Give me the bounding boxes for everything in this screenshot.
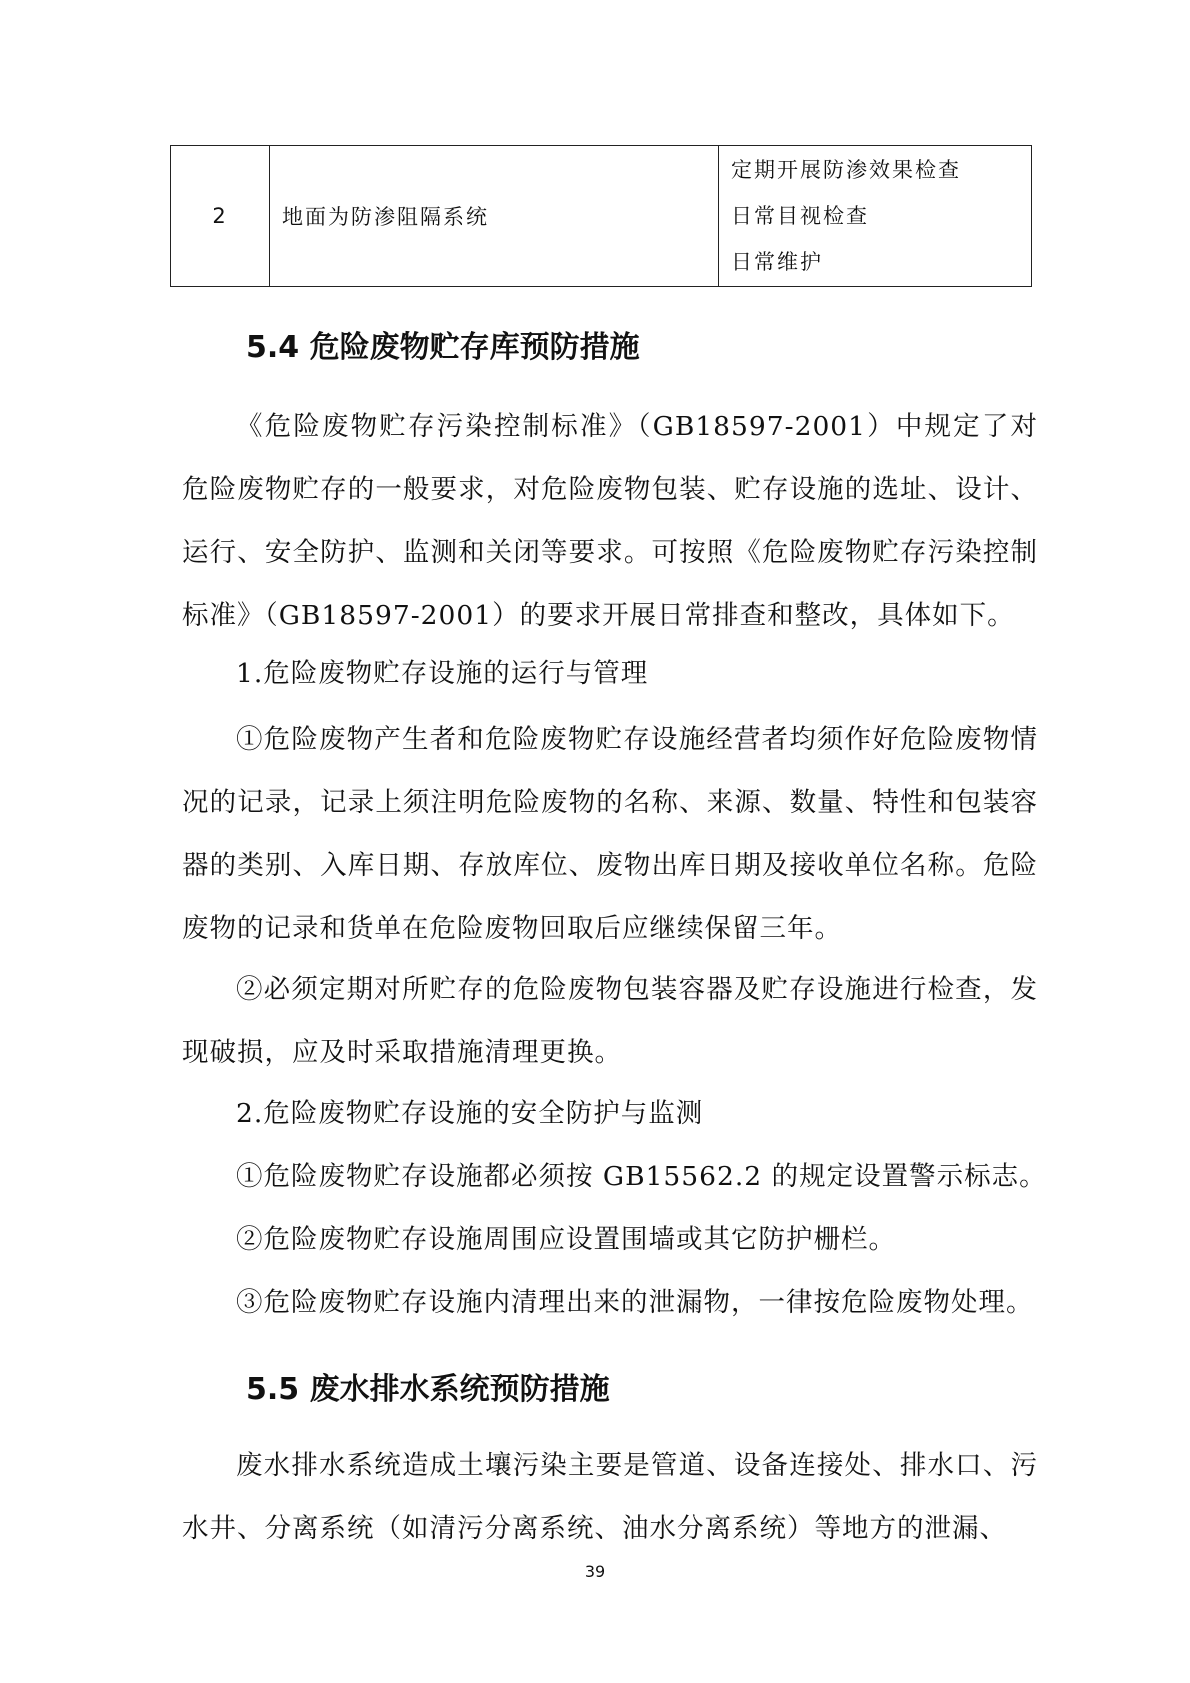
list-item: ③危险废物贮存设施内清理出来的泄漏物，一律按危险废物处理。: [236, 1287, 1034, 1318]
subsection-title-operation: 1.危险废物贮存设施的运行与管理: [236, 658, 649, 689]
list-item: ②危险废物贮存设施周围应设置围墙或其它防护栅栏。: [236, 1224, 896, 1255]
section-intro-paragraph: 《危险废物贮存污染控制标准》（GB18597-2001）中规定了对危险废物贮存的一般要求，对危险废物包装、贮存设施的选址、设计、运行、安全防护、监测和关闭等要求。可按照《危险废物贮存污染控制标准》（GB18597-2001）的要求开展日常排查和整改，具体如下。: [182, 411, 1038, 631]
subsection-title-safety: 2.危险废物贮存设施的安全防护与监测: [236, 1098, 704, 1129]
section-intro-paragraph: 废水排水系统造成土壤污染主要是管道、设备连接处、排水口、污水井、分离系统（如清污分离系统、油水分离系统）等地方的泄漏、: [182, 1450, 1038, 1544]
row-checks: [719, 146, 1032, 287]
list-item: ②必须定期对所贮存的危险废物包装容器及贮存设施进行检查，发现破损，应及时采取措施清理更换。: [182, 974, 1038, 1068]
check-item: 定期开展防渗效果检查: [731, 158, 961, 182]
row-number: 2: [171, 146, 270, 287]
check-item: 日常维护: [731, 250, 823, 274]
row-item: 地面为防渗阻隔系统: [270, 146, 719, 287]
table-row: [171, 146, 1032, 287]
check-item: 日常目视检查: [731, 204, 869, 228]
page-number: 39: [584, 1562, 606, 1581]
list-item: ①危险废物贮存设施都必须按 GB15562.2 的规定设置警示标志。: [236, 1161, 1047, 1192]
list-item: ①危险废物产生者和危险废物贮存设施经营者均须作好危险废物情况的记录，记录上须注明危险废物的名称、来源、数量、特性和包装容器的类别、入库日期、存放库位、废物出库日期及接收单位名称。危险废物的记录和货单在危险废物回取后应继续保留三年。: [182, 724, 1038, 944]
section-heading-5-5: 5.5 废水排水系统预防措施: [246, 1372, 610, 1407]
section-heading-5-4: 5.4 危险废物贮存库预防措施: [246, 330, 640, 365]
measures-table: [170, 145, 1032, 287]
